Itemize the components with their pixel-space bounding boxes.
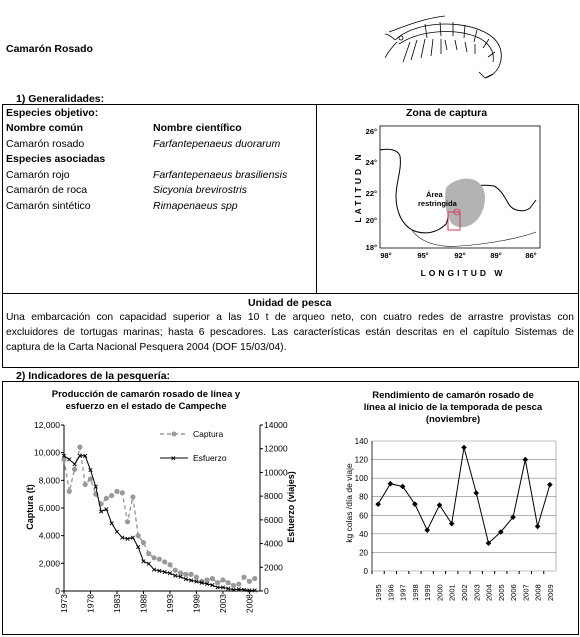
x-tick-label: 2009 — [545, 584, 555, 601]
x-tick-label: 1983 — [111, 594, 122, 613]
esfuerzo-point — [147, 562, 151, 566]
species-objective-label: Especies objetivo: — [6, 107, 99, 119]
unit-text-line: Una embarcación con capacidad superior a las 10 t de arqueo neto, con cuatro redes de arrastre provistas con — [6, 312, 574, 323]
y2-tick-label: 6000 — [264, 514, 283, 525]
lon-tick: 92° — [454, 251, 466, 260]
unit-text-line: captura de la Carta Nacional Pesquera 2004 (DOF 15/03/04). — [6, 342, 287, 353]
series-captura-line — [64, 447, 255, 585]
species-common: Camarón de roca — [6, 184, 88, 196]
species-scientific: Farfantepenaeus duorarum — [153, 138, 281, 150]
chart-title: Producción de camarón rosado de línea y — [51, 389, 241, 400]
yield-point — [473, 490, 479, 496]
captura-point — [157, 557, 162, 562]
yield-point — [547, 482, 553, 488]
x-tick-label: 1996 — [386, 584, 396, 601]
captura-point — [125, 519, 130, 524]
area-label: restringida — [418, 199, 457, 208]
chart-title: (noviembre) — [425, 414, 481, 425]
x-tick-label: 2003 — [472, 584, 482, 601]
captura-point — [61, 457, 66, 462]
species-common: Camarón rojo — [6, 169, 70, 181]
yield-point — [449, 521, 455, 527]
x-tick-label: 1988 — [138, 594, 149, 613]
yield-point — [535, 524, 541, 530]
chart-title: línea al inicio de la temporada de pesca — [363, 402, 543, 413]
captura-point — [130, 494, 135, 499]
captura-point — [120, 490, 125, 495]
x-tick-label: 1999 — [423, 584, 433, 601]
x-tick-label: 2008 — [244, 594, 255, 613]
section1-heading: 1) Generalidades: — [16, 93, 105, 105]
col-scientific-header: Nombre científico — [153, 122, 242, 134]
y2-axis-label: Esfuerzo (viajes) — [286, 471, 296, 543]
captura-point — [141, 540, 146, 545]
captura-point — [77, 445, 82, 450]
captura-point — [242, 575, 247, 580]
captura-point — [136, 533, 141, 538]
y-tick-label: 120 — [354, 455, 368, 465]
species-common: Camarón rosado — [6, 138, 85, 150]
y-tick-label: 40 — [359, 529, 368, 539]
captura-point — [226, 580, 231, 585]
area-label: Área — [426, 190, 443, 199]
esfuerzo-point — [73, 462, 77, 466]
yield-point — [437, 502, 443, 508]
captura-point — [178, 570, 183, 575]
lon-tick: 95° — [417, 251, 429, 260]
x-tick-label: 1973 — [59, 594, 69, 613]
x-tick-label: 2003 — [217, 594, 228, 613]
yield-point — [375, 501, 381, 507]
svg-text:×: × — [171, 454, 176, 463]
y2-tick-label: 4000 — [264, 538, 283, 549]
lon-tick: 86° — [525, 251, 537, 260]
captura-point — [194, 575, 199, 580]
y-tick-label: 80 — [359, 492, 368, 502]
legend-entry: Captura — [193, 429, 224, 439]
captura-point — [247, 579, 252, 584]
unit-heading: Unidad de pesca — [248, 297, 332, 309]
captura-point — [189, 572, 194, 577]
yield-point — [461, 445, 467, 451]
captura-point — [114, 489, 119, 494]
lon-tick: 98° — [380, 251, 392, 260]
yield-point — [523, 457, 529, 463]
y-tick-label: 20 — [359, 548, 368, 558]
species-common: Camarón sintético — [6, 200, 91, 212]
captura-point — [210, 576, 215, 581]
lat-tick: 18° — [365, 243, 377, 252]
y2-tick-label: 14000 — [264, 420, 288, 430]
chart-legend — [160, 429, 227, 463]
y-axis-label: kg colas /día de viaje — [344, 463, 354, 543]
x-tick-label: 2007 — [521, 584, 531, 601]
captura-point — [72, 467, 77, 472]
lat-tick: 24° — [365, 158, 377, 167]
page-title: Camarón Rosado — [6, 43, 93, 55]
y2-tick-label: 2000 — [264, 562, 283, 573]
captura-point — [220, 577, 225, 582]
y-tick-label: 2,000 — [38, 558, 60, 569]
chart-title: Rendimiento de camarón rosado de — [372, 390, 534, 401]
y-tick-label: 60 — [359, 511, 368, 521]
map-title: Zona de captura — [406, 107, 488, 119]
x-tick-label: 2002 — [460, 584, 469, 601]
y-tick-label: 6,000 — [38, 503, 60, 513]
esfuerzo-point — [115, 530, 119, 534]
x-tick-label: 2005 — [496, 584, 506, 601]
species-scientific: Sicyonia brevirostris — [153, 184, 247, 196]
species-scientific: Farfantepenaeus brasiliensis — [153, 169, 288, 181]
captura-point — [252, 576, 257, 581]
lon-axis-label: LONGITUD W — [420, 268, 506, 278]
y-tick-label: 8,000 — [38, 475, 60, 486]
captura-point — [204, 577, 209, 582]
y-tick-label: 0 — [55, 586, 60, 596]
shrimp-illustration — [385, 12, 515, 82]
captura-point — [162, 559, 167, 564]
captura-point — [104, 496, 109, 501]
lat-axis-label: LATITUD N — [353, 151, 363, 223]
x-tick-label: 1997 — [398, 584, 408, 601]
x-tick-label: 2000 — [435, 584, 445, 601]
table-divider — [316, 104, 317, 293]
legend-entry: Esfuerzo — [193, 453, 227, 463]
yield-series-line — [378, 448, 550, 544]
esfuerzo-point — [67, 458, 71, 462]
unit-text-line: excluidores de tortugas marinas; hasta 6 pescadores. Las características están descritas en el capítulo Sistemas de — [6, 327, 574, 338]
col-common-header: Nombre común — [6, 122, 84, 134]
yield-point — [388, 481, 394, 487]
lon-tick: 89° — [490, 251, 502, 260]
captura-point — [146, 551, 151, 556]
x-tick-label: 1998 — [410, 584, 420, 601]
lat-tick: 20° — [365, 216, 377, 225]
y-tick-label: 12,000 — [34, 420, 60, 430]
captura-point — [67, 489, 72, 494]
capture-zone-map — [320, 120, 576, 290]
y-tick-label: 100 — [354, 474, 368, 484]
x-tick-label: 1998 — [191, 594, 202, 613]
x-tick-label: 1993 — [164, 594, 175, 613]
x-tick-label: 1978 — [85, 594, 96, 613]
y-tick-label: 140 — [354, 437, 368, 446]
x-tick-label: 2001 — [447, 584, 457, 601]
y2-tick-label: 8000 — [264, 491, 283, 502]
associated-label: Especies asociadas — [6, 153, 106, 165]
x-tick-label: 1995 — [374, 584, 384, 601]
y2-tick-label: 12000 — [264, 443, 288, 454]
captura-point — [231, 583, 236, 588]
captura-point — [173, 568, 178, 573]
captura-point — [109, 493, 114, 498]
species-scientific: Rimapenaeus spp — [153, 200, 238, 212]
yield-chart — [330, 383, 576, 635]
y-tick-label: 4,000 — [38, 530, 60, 541]
captura-point — [183, 572, 188, 577]
captura-point — [215, 580, 220, 585]
captura-point — [151, 555, 156, 560]
chart-title: esfuerzo en el estado de Campeche — [65, 401, 227, 412]
lat-tick: 26° — [365, 127, 377, 136]
y2-tick-label: 0 — [264, 586, 269, 596]
x-tick-label: 2008 — [533, 584, 543, 601]
captura-point — [236, 581, 241, 586]
yield-point — [424, 527, 430, 533]
section2-heading: 2) Indicadores de la pesquería: — [16, 370, 171, 382]
y-tick-label: 10,000 — [34, 447, 60, 458]
y-tick-label: 0 — [363, 567, 368, 576]
y2-tick-label: 10000 — [264, 467, 288, 478]
production-effort-chart — [3, 383, 303, 635]
lat-tick: 22° — [365, 189, 377, 198]
captura-point — [167, 562, 172, 567]
captura-point — [83, 482, 88, 487]
table-row-divider — [2, 293, 579, 294]
x-tick-label: 2004 — [484, 584, 494, 601]
y-axis-label: Captura (t) — [25, 484, 35, 530]
x-tick-label: 2006 — [509, 584, 519, 601]
